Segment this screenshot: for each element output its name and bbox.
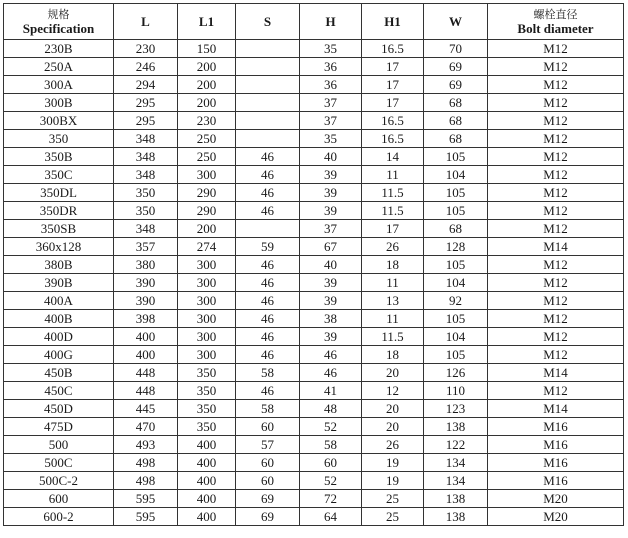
cell-s (236, 130, 300, 148)
cell-specification: 500C (4, 454, 114, 472)
cell-w: 128 (424, 238, 488, 256)
cell-l1: 200 (178, 58, 236, 76)
header-bolt-diameter-zh: 螺栓直径 (533, 7, 578, 21)
cell-l: 390 (114, 274, 178, 292)
cell-h: 72 (300, 490, 362, 508)
cell-specification: 230B (4, 40, 114, 58)
table-row (4, 112, 624, 130)
cell-h1: 17 (362, 58, 424, 76)
cell-w: 105 (424, 184, 488, 202)
cell-s: 60 (236, 418, 300, 436)
cell-h1: 11 (362, 166, 424, 184)
table-row (4, 382, 624, 400)
cell-h: 52 (300, 472, 362, 490)
header-specification-zh: 规格 (47, 7, 70, 21)
table-row (4, 400, 624, 418)
cell-specification: 300BX (4, 112, 114, 130)
cell-bolt-diameter: M20 (488, 490, 624, 508)
cell-l: 498 (114, 472, 178, 490)
cell-specification: 450C (4, 382, 114, 400)
cell-l1: 250 (178, 148, 236, 166)
table-row (4, 238, 624, 256)
header-h: H (300, 4, 362, 40)
cell-l1: 200 (178, 94, 236, 112)
cell-specification: 350DR (4, 202, 114, 220)
cell-bolt-diameter: M12 (488, 328, 624, 346)
cell-h: 41 (300, 382, 362, 400)
cell-h1: 25 (362, 508, 424, 526)
cell-l1: 274 (178, 238, 236, 256)
table-row (4, 436, 624, 454)
cell-l: 380 (114, 256, 178, 274)
cell-h1: 20 (362, 364, 424, 382)
cell-l1: 300 (178, 256, 236, 274)
cell-specification: 390B (4, 274, 114, 292)
cell-h: 37 (300, 112, 362, 130)
cell-s: 60 (236, 454, 300, 472)
cell-h1: 16.5 (362, 40, 424, 58)
cell-s: 57 (236, 436, 300, 454)
cell-w: 123 (424, 400, 488, 418)
cell-bolt-diameter: M12 (488, 310, 624, 328)
cell-l1: 200 (178, 220, 236, 238)
cell-h: 39 (300, 274, 362, 292)
cell-h1: 16.5 (362, 130, 424, 148)
cell-h1: 17 (362, 76, 424, 94)
cell-l1: 400 (178, 454, 236, 472)
table-row (4, 166, 624, 184)
cell-specification: 500C-2 (4, 472, 114, 490)
cell-h: 38 (300, 310, 362, 328)
cell-h1: 17 (362, 94, 424, 112)
cell-l1: 400 (178, 472, 236, 490)
cell-h: 39 (300, 292, 362, 310)
cell-h: 37 (300, 94, 362, 112)
table-row (4, 148, 624, 166)
cell-w: 104 (424, 166, 488, 184)
cell-w: 138 (424, 418, 488, 436)
cell-w: 104 (424, 328, 488, 346)
cell-h1: 13 (362, 292, 424, 310)
cell-h: 36 (300, 76, 362, 94)
cell-h1: 20 (362, 418, 424, 436)
cell-l1: 300 (178, 274, 236, 292)
cell-bolt-diameter: M12 (488, 148, 624, 166)
header-specification (4, 4, 114, 40)
cell-l1: 350 (178, 364, 236, 382)
cell-l: 595 (114, 490, 178, 508)
header-bolt-diameter (488, 4, 624, 40)
cell-h1: 18 (362, 256, 424, 274)
cell-bolt-diameter: M16 (488, 472, 624, 490)
cell-l: 348 (114, 130, 178, 148)
cell-s: 46 (236, 292, 300, 310)
cell-h1: 11.5 (362, 184, 424, 202)
cell-l: 595 (114, 508, 178, 526)
cell-l1: 290 (178, 184, 236, 202)
cell-bolt-diameter: M12 (488, 112, 624, 130)
cell-l1: 150 (178, 40, 236, 58)
cell-specification: 350C (4, 166, 114, 184)
cell-h: 48 (300, 400, 362, 418)
cell-w: 68 (424, 94, 488, 112)
table-row (4, 346, 624, 364)
cell-h1: 11.5 (362, 328, 424, 346)
cell-h1: 26 (362, 238, 424, 256)
cell-l: 445 (114, 400, 178, 418)
table-row (4, 418, 624, 436)
cell-l: 448 (114, 364, 178, 382)
cell-s: 46 (236, 274, 300, 292)
table-row (4, 184, 624, 202)
cell-bolt-diameter: M16 (488, 436, 624, 454)
cell-h1: 14 (362, 148, 424, 166)
cell-w: 68 (424, 130, 488, 148)
header-s: S (236, 4, 300, 40)
cell-h: 39 (300, 166, 362, 184)
table-row (4, 202, 624, 220)
cell-l: 350 (114, 202, 178, 220)
cell-w: 105 (424, 346, 488, 364)
table-row (4, 274, 624, 292)
cell-specification: 350DL (4, 184, 114, 202)
cell-l: 493 (114, 436, 178, 454)
cell-bolt-diameter: M12 (488, 184, 624, 202)
cell-h1: 11.5 (362, 202, 424, 220)
cell-bolt-diameter: M12 (488, 274, 624, 292)
cell-s: 46 (236, 256, 300, 274)
header-h1: H1 (362, 4, 424, 40)
cell-specification: 450D (4, 400, 114, 418)
cell-bolt-diameter: M16 (488, 418, 624, 436)
cell-w: 104 (424, 274, 488, 292)
cell-bolt-diameter: M20 (488, 508, 624, 526)
table-row (4, 220, 624, 238)
cell-s: 46 (236, 346, 300, 364)
cell-h: 67 (300, 238, 362, 256)
cell-h: 60 (300, 454, 362, 472)
table-row (4, 58, 624, 76)
cell-l: 390 (114, 292, 178, 310)
cell-specification: 600 (4, 490, 114, 508)
cell-s: 46 (236, 382, 300, 400)
cell-l: 400 (114, 346, 178, 364)
cell-s: 46 (236, 202, 300, 220)
cell-s: 60 (236, 472, 300, 490)
table-row (4, 256, 624, 274)
cell-specification: 400B (4, 310, 114, 328)
cell-w: 105 (424, 256, 488, 274)
cell-h: 35 (300, 130, 362, 148)
cell-h1: 18 (362, 346, 424, 364)
cell-h: 35 (300, 40, 362, 58)
table-row (4, 40, 624, 58)
table-row (4, 454, 624, 472)
table-row (4, 490, 624, 508)
cell-specification: 380B (4, 256, 114, 274)
cell-bolt-diameter: M14 (488, 400, 624, 418)
cell-l1: 200 (178, 76, 236, 94)
table-row (4, 508, 624, 526)
cell-l1: 400 (178, 490, 236, 508)
cell-h: 40 (300, 148, 362, 166)
spec-table-container (3, 3, 624, 526)
cell-w: 110 (424, 382, 488, 400)
cell-bolt-diameter: M12 (488, 76, 624, 94)
specification-table (3, 3, 624, 526)
cell-h: 58 (300, 436, 362, 454)
cell-specification: 475D (4, 418, 114, 436)
cell-w: 70 (424, 40, 488, 58)
cell-bolt-diameter: M12 (488, 220, 624, 238)
cell-l: 400 (114, 328, 178, 346)
cell-l1: 350 (178, 400, 236, 418)
table-row (4, 76, 624, 94)
cell-specification: 300B (4, 94, 114, 112)
cell-l: 294 (114, 76, 178, 94)
cell-l1: 230 (178, 112, 236, 130)
cell-l: 350 (114, 184, 178, 202)
cell-specification: 300A (4, 76, 114, 94)
header-specification-en: Specification (22, 20, 95, 36)
cell-h: 36 (300, 58, 362, 76)
cell-w: 134 (424, 472, 488, 490)
cell-h: 46 (300, 346, 362, 364)
cell-s: 46 (236, 184, 300, 202)
cell-w: 134 (424, 454, 488, 472)
header-w: W (424, 4, 488, 40)
cell-s (236, 58, 300, 76)
cell-h: 39 (300, 202, 362, 220)
cell-bolt-diameter: M12 (488, 94, 624, 112)
cell-h1: 19 (362, 454, 424, 472)
cell-l1: 400 (178, 508, 236, 526)
cell-h1: 17 (362, 220, 424, 238)
cell-h1: 16.5 (362, 112, 424, 130)
cell-w: 69 (424, 58, 488, 76)
cell-w: 126 (424, 364, 488, 382)
table-body (4, 40, 624, 526)
cell-w: 105 (424, 310, 488, 328)
cell-specification: 350SB (4, 220, 114, 238)
cell-s (236, 112, 300, 130)
cell-l: 295 (114, 94, 178, 112)
cell-h1: 26 (362, 436, 424, 454)
cell-l1: 250 (178, 130, 236, 148)
cell-w: 105 (424, 148, 488, 166)
cell-h: 37 (300, 220, 362, 238)
cell-h1: 20 (362, 400, 424, 418)
cell-h: 46 (300, 364, 362, 382)
cell-bolt-diameter: M14 (488, 364, 624, 382)
cell-specification: 450B (4, 364, 114, 382)
header-l: L (114, 4, 178, 40)
header-bolt-diameter-en: Bolt diameter (517, 20, 594, 36)
table-row (4, 94, 624, 112)
cell-specification: 400D (4, 328, 114, 346)
cell-h: 39 (300, 184, 362, 202)
cell-h1: 12 (362, 382, 424, 400)
cell-l1: 300 (178, 310, 236, 328)
cell-s: 69 (236, 508, 300, 526)
cell-l: 448 (114, 382, 178, 400)
cell-l: 498 (114, 454, 178, 472)
cell-w: 138 (424, 508, 488, 526)
cell-l: 230 (114, 40, 178, 58)
cell-specification: 350B (4, 148, 114, 166)
cell-s: 46 (236, 166, 300, 184)
cell-bolt-diameter: M12 (488, 256, 624, 274)
cell-l1: 350 (178, 418, 236, 436)
cell-s: 69 (236, 490, 300, 508)
cell-s: 59 (236, 238, 300, 256)
cell-h1: 11 (362, 274, 424, 292)
cell-h: 64 (300, 508, 362, 526)
cell-w: 122 (424, 436, 488, 454)
cell-s (236, 220, 300, 238)
cell-bolt-diameter: M14 (488, 238, 624, 256)
cell-l1: 400 (178, 436, 236, 454)
cell-bolt-diameter: M16 (488, 454, 624, 472)
cell-l: 295 (114, 112, 178, 130)
cell-l: 348 (114, 148, 178, 166)
cell-bolt-diameter: M12 (488, 40, 624, 58)
cell-bolt-diameter: M12 (488, 58, 624, 76)
cell-l: 470 (114, 418, 178, 436)
cell-specification: 350 (4, 130, 114, 148)
cell-l1: 300 (178, 166, 236, 184)
cell-s: 46 (236, 328, 300, 346)
header-row (4, 4, 624, 40)
table-header (4, 4, 624, 40)
table-row (4, 130, 624, 148)
cell-bolt-diameter: M12 (488, 166, 624, 184)
cell-s: 58 (236, 364, 300, 382)
cell-l: 357 (114, 238, 178, 256)
cell-specification: 400A (4, 292, 114, 310)
cell-specification: 360x128 (4, 238, 114, 256)
cell-l: 348 (114, 220, 178, 238)
cell-w: 68 (424, 112, 488, 130)
cell-specification: 400G (4, 346, 114, 364)
cell-h1: 25 (362, 490, 424, 508)
cell-w: 68 (424, 220, 488, 238)
cell-h1: 11 (362, 310, 424, 328)
cell-s (236, 76, 300, 94)
cell-w: 92 (424, 292, 488, 310)
cell-s: 46 (236, 310, 300, 328)
cell-s (236, 94, 300, 112)
table-row (4, 328, 624, 346)
cell-specification: 500 (4, 436, 114, 454)
cell-l: 348 (114, 166, 178, 184)
cell-specification: 250A (4, 58, 114, 76)
cell-s (236, 40, 300, 58)
cell-l: 398 (114, 310, 178, 328)
table-row (4, 364, 624, 382)
table-row (4, 310, 624, 328)
cell-s: 46 (236, 148, 300, 166)
cell-l: 246 (114, 58, 178, 76)
table-row (4, 472, 624, 490)
cell-w: 105 (424, 202, 488, 220)
cell-l1: 290 (178, 202, 236, 220)
header-l1: L1 (178, 4, 236, 40)
cell-specification: 600-2 (4, 508, 114, 526)
cell-l1: 300 (178, 346, 236, 364)
cell-w: 138 (424, 490, 488, 508)
cell-l1: 300 (178, 292, 236, 310)
cell-bolt-diameter: M12 (488, 382, 624, 400)
cell-h1: 19 (362, 472, 424, 490)
table-row (4, 292, 624, 310)
cell-w: 69 (424, 76, 488, 94)
cell-h: 40 (300, 256, 362, 274)
cell-s: 58 (236, 400, 300, 418)
cell-l1: 300 (178, 328, 236, 346)
cell-h: 52 (300, 418, 362, 436)
cell-bolt-diameter: M12 (488, 346, 624, 364)
cell-bolt-diameter: M12 (488, 130, 624, 148)
cell-l1: 350 (178, 382, 236, 400)
cell-bolt-diameter: M12 (488, 202, 624, 220)
cell-h: 39 (300, 328, 362, 346)
cell-bolt-diameter: M12 (488, 292, 624, 310)
